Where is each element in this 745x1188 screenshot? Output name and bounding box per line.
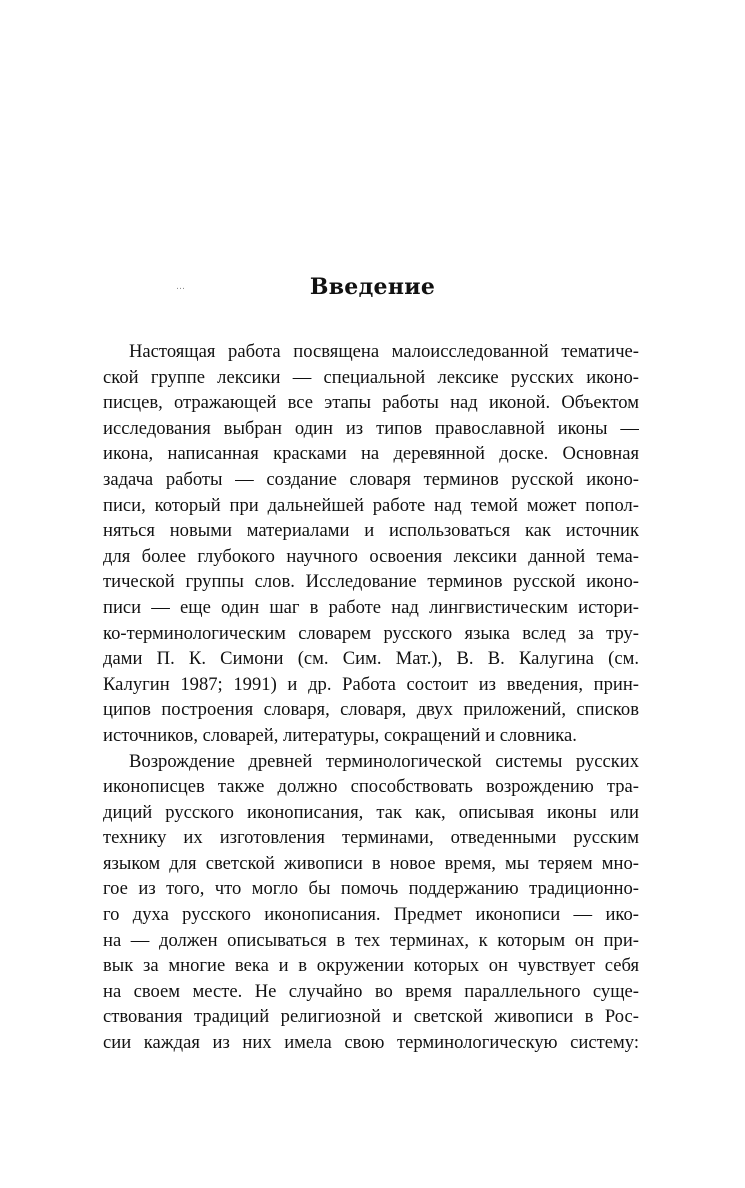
text-line: Возрождение древней терминологической системы русских (129, 750, 639, 772)
text-line: писи — еще один шаг в работе над лингвистическим истори- (103, 596, 639, 618)
paragraph-2 (103, 749, 639, 1056)
text-line: икона, написанная красками на деревянной доске. Основная (103, 443, 639, 465)
text-line: задача работы — создание словаря терминов русской иконо- (103, 468, 639, 490)
text-line: Настоящая работа посвящена малоисследованной тематиче- (129, 341, 639, 362)
stray-mark: … (176, 282, 185, 292)
text-line: исследования выбран один из типов православной иконы — (103, 417, 639, 439)
chapter-title: Введение (309, 274, 436, 300)
text-line: писи, который при дальнейшей работе над темой может попол- (103, 494, 639, 516)
text-line: ципов построения словаря, словаря, двух приложений, списков (103, 699, 639, 721)
text-line: языком для светской живописи в новое время, мы теряем мно- (103, 852, 639, 874)
text-line: на своем месте. Не случайно во время параллельного суще- (103, 980, 639, 1002)
text-line: гое из того, что могло бы помочь поддержанию традиционно- (103, 878, 639, 900)
text-line: технику их изготовления терминами, отведенными русским (103, 827, 639, 849)
text-line: сии каждая из них имела свою терминологическую систему: (103, 1032, 639, 1054)
text-line: вык за многие века и в окружении которых он чувствует себя (103, 955, 639, 977)
paragraph-1 (103, 339, 639, 749)
text-line: писцев, отражающей все этапы работы над иконой. Объектом (103, 392, 639, 414)
body-text (103, 339, 639, 1056)
text-line: диций русского иконописания, так как, описывая иконы или (103, 801, 639, 823)
text-line: на — должен описываться в тех терминах, к которым он при- (103, 929, 639, 951)
text-line: дами П. К. Симони (см. Сим. Мат.), В. В. Калугина (см. (103, 648, 639, 670)
text-line: ской группе лексики — специальной лексике русских иконо- (103, 366, 639, 388)
text-line: тической группы слов. Исследование терминов русской иконо- (103, 571, 639, 593)
text-line: для более глубокого научного освоения лексики данной тема- (103, 545, 639, 567)
text-line: Калугин 1987; 1991) и др. Работа состоит из введения, прин- (103, 673, 639, 695)
text-line: ко-терминологическим словарем русского языка вслед за тру- (103, 622, 639, 644)
text-line: го духа русского иконописания. Предмет иконописи — ико- (103, 904, 639, 926)
text-line: ствования традиций религиозной и светской живописи в Рос- (103, 1006, 639, 1028)
text-line: источников, словарей, литературы, сокращений и словника. (103, 724, 577, 746)
text-line: няться новыми материалами и использоваться как источник (103, 520, 639, 542)
text-line: иконописцев также должно способствовать возрождению тра- (103, 776, 639, 798)
